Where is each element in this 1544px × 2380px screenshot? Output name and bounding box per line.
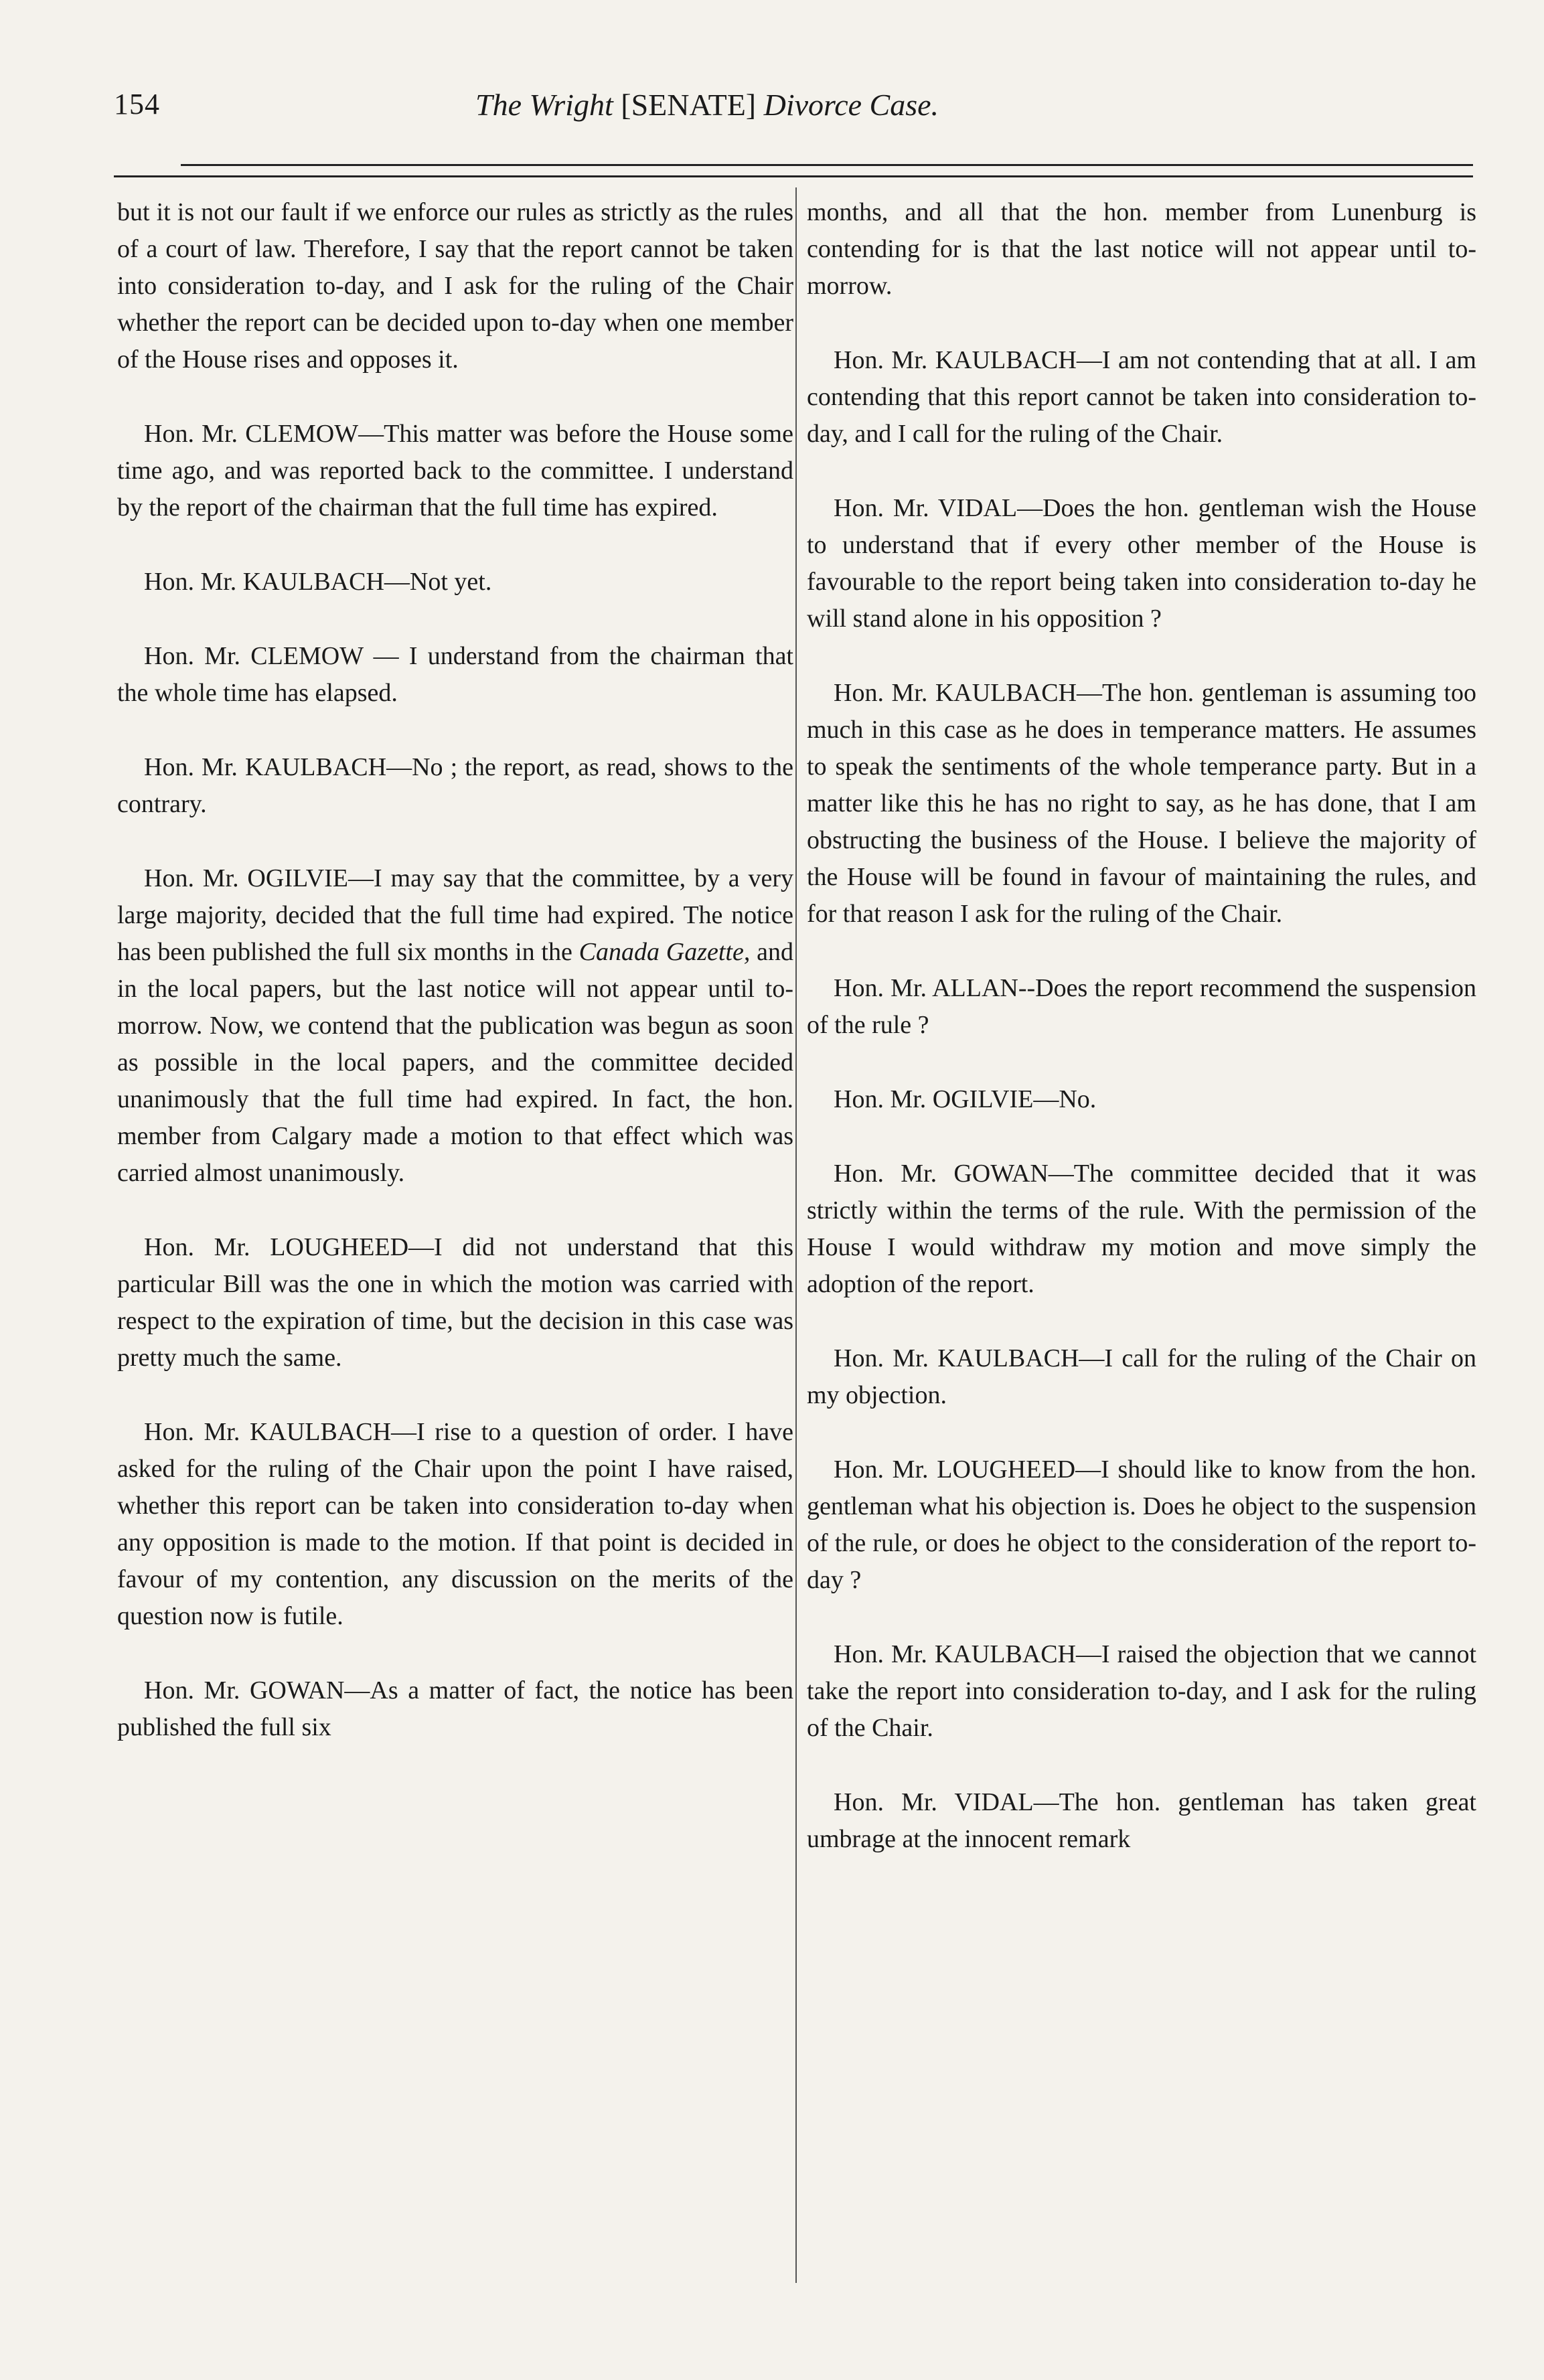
column-divider [795, 187, 797, 2283]
publication-title: Canada Gazette, [578, 938, 751, 966]
paragraph: but it is not our fault if we enforce our rules as strictly as the rules of a court of law. Therefore, I say that the report cannot be taken into consideration to-day, and I ask for the ruling of the Chair whether the report can be decided upon to-day when one member of the House rises and opposes it. [117, 198, 793, 374]
paragraph: Hon. Mr. GOWAN—As a matter of fact, the notice has been published the full six [117, 1676, 793, 1741]
paragraph: Hon. Mr. ALLAN--Does the report recommend the suspension of the rule ? [807, 974, 1476, 1039]
title-case-type: Divorce Case. [763, 88, 939, 122]
paragraph: Hon. Mr. KAULBACH—The hon. gentleman is assuming too much in this case as he does in temperance matters. He assumes to speak the sentiments of the whole temperance party. But in a matter like this he has no right to say, as he has done, that I am obstructing the business of the House. I believe the majority of the House will be found in favour of maintaining the rules, and for that reason I ask for the ruling of the Chair. [807, 679, 1476, 928]
paragraph: Hon. Mr. VIDAL—Does the hon. gentleman wish the House to understand that if every other member of the House is favourable to the report being taken into consideration to-day he will stand alone in his opposition ? [807, 494, 1476, 633]
paragraph: Hon. Mr. OGILVIE—No. [834, 1085, 1097, 1113]
paragraph: months, and all that the hon. member from Lunenburg is contending for is that the last notice will not appear until to-morrow. [807, 198, 1476, 300]
paragraph: Hon. Mr. LOUGHEED—I should like to know from the hon. gentleman what his objection is. Does he object to the suspension of the rule, or does he object to the consideration of the report to-day ? [807, 1455, 1476, 1594]
page-header [114, 87, 1473, 134]
paragraph: Hon. Mr. KAULBACH—I call for the ruling of the Chair on my objection. [807, 1344, 1476, 1409]
paragraph: Hon. Mr. KAULBACH—No ; the report, as read, shows to the contrary. [117, 753, 793, 818]
paragraph [117, 860, 793, 1192]
running-title [475, 87, 939, 123]
right-column [807, 194, 1476, 1895]
paragraph: Hon. Mr. KAULBACH—Not yet. [144, 568, 492, 596]
paragraph: Hon. Mr. VIDAL—The hon. gentleman has taken great umbrage at the innocent remark [807, 1788, 1476, 1853]
page-number: 154 [114, 88, 160, 121]
left-column [117, 194, 793, 1783]
text-run: Hon. Mr. OGILVIE—I may say that the committee, by a very large majority, decided that the full time had expired. The notice has been published the full six months in the [117, 864, 793, 966]
text-run: and in the local papers, but the last notice will not appear until to-morrow. Now, we contend that the publication was begun as soon as possible in the local papers, and the committee decided unanimously that the full time had expired. In fact, the hon. member from Calgary made a motion to that effect which was carried almost unanimously. [117, 938, 793, 1187]
paragraph: Hon. Mr. LOUGHEED—I did not understand that this particular Bill was the one in which the motion was carried with respect to the expiration of time, but the decision in this case was pretty much the same. [117, 1233, 793, 1372]
paragraph: Hon. Mr. CLEMOW—This matter was before the House some time ago, and was reported back to the committee. I understand by the report of the chairman that the full time has expired. [117, 420, 793, 522]
header-rule-thick [114, 175, 1473, 177]
paragraph: Hon. Mr. KAULBACH—I am not contending that at all. I am contending that this report cannot be taken into consideration to-day, and I call for the ruling of the Chair. [807, 346, 1476, 448]
paragraph: Hon. Mr. KAULBACH—I raised the objection that we cannot take the report into consideration to-day, and I ask for the ruling of the Chair. [807, 1640, 1476, 1742]
title-case-name: The Wright [475, 88, 613, 122]
paragraph: Hon. Mr. GOWAN—The committee decided that it was strictly within the terms of the rule. With the permission of the House I would withdraw my motion and move simply the adoption of the report. [807, 1160, 1476, 1298]
paragraph: Hon. Mr. CLEMOW — I understand from the chairman that the whole time has elapsed. [117, 642, 793, 707]
header-rule-thin [181, 164, 1473, 166]
title-chamber: [SENATE] [621, 88, 757, 122]
paragraph: Hon. Mr. KAULBACH—I rise to a question of order. I have asked for the ruling of the Chair upon the point I have raised, whether this report can be taken into consideration to-day when any opposition is made to the motion. If that point is decided in favour of my contention, any discussion on the merits of the question now is futile. [117, 1418, 793, 1630]
